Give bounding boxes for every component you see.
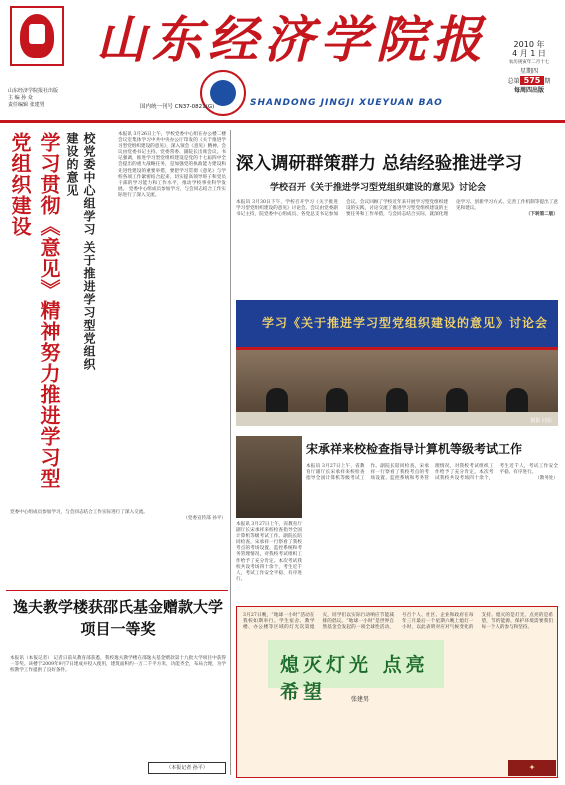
date-year: 2010 年 [513, 40, 545, 49]
issue-number: 575 [520, 76, 545, 85]
meeting-banner-text: 学习《关于推进学习型党组织建设的意见》讨论会 [262, 316, 549, 330]
left-body-tail: 党委中心组成员参加学习，与会同志结合工作实际进行了深入交流。 [10, 510, 148, 515]
essay-body: 3月27日晚，“地球一小时”活动在我校如期举行。学生宿舍、教学楼、办公楼等区域的灯光次第熄灭，同学们以实际行动响应节能减排的倡议。“地球一小时”是世界自然基金会发起的一项全球性活动，号召个人、社区、企业和政府在每年三月最后一个星期六晚上熄灯一小时，以此表明对应对气候变化的支持。熄灭的是灯光，点亮的是希望，节约能源、保护环境需要我们每一个人的参与和坚持。 [243, 613, 553, 631]
date-day: 4 月 1 日 [512, 49, 546, 58]
lunar-date: 农历庚寅年二月十七 [508, 60, 550, 65]
inspection-photo [236, 436, 302, 518]
award-body: 本报讯（本报记者） 记者日前从教育部获悉，我校逸夫教学楼在邵逸夫基金赠款第十九批大学项目中获得一等奖。该楼于2009年9月7日建成并投入使用，建筑面积约一万二千平方米，功能齐全，布局合理，为学校教学工作提供了良好条件。 [10, 656, 226, 674]
editor-label: 责任编辑 张建男 [8, 102, 45, 108]
masthead-rule [0, 120, 565, 123]
weekday: 星期四 [519, 68, 538, 75]
photo-table [236, 412, 558, 426]
left-subtitle-box [64, 132, 114, 372]
left-body-text-2: 党委中心组成员参加学习，与会同志结合工作实际进行了深入交流。 [118, 186, 226, 198]
meeting-photo [236, 350, 558, 426]
left-article-tail [10, 510, 226, 570]
column-divider [230, 130, 231, 775]
left-byline: （党委宣传部 孙平） [183, 516, 226, 522]
exam-body-left-text: 本报讯 3月27日上午，省教育厅副厅长宋承祥来校检查指导全国计算机等级考试工作。副院长陪同检查。宋承祥一行察看了我校考点的考场设置、监控系统和考务管理情况，对我校考试组织工作给予了充分肯定。本次考试我校共设考场四十余个，考生近千人，考试工作安全平稳、有序进行。 [236, 522, 302, 582]
exam-body-text: 本报讯 3月27日上午，省教育厅副厅长宋承祥来校检查指导全国计算机等级考试工作。副院长陪同检查。宋承祥一行察看了我校考点的考场设置、监控系统和考务管理情况，对我校考试组织工作给予了充分肯定。本次考试我校共设考场四十余个，考生近千人，考试工作安全平稳、有序进行。 [306, 464, 558, 482]
exam-body-left [236, 522, 302, 602]
exam-body [306, 464, 558, 600]
left-headline-box [6, 132, 62, 502]
award-credit: （本报记者 孙平） [148, 762, 226, 774]
meeting-banner [236, 300, 558, 350]
issn-label: 国内统一刊号 CN37-0821(G) [140, 104, 215, 110]
issue-line [498, 76, 560, 86]
award-headline: 逸夫教学楼获邵氏基金赠款大学项目一等奖 [12, 598, 223, 638]
main-headline: 深入调研群策群力 总结经验推进学习 [236, 154, 523, 174]
masthead-info [8, 88, 88, 109]
issue-suffix: 期 [544, 78, 551, 85]
main-subhead: 学校召开《关于推进学习型党组织建设的意见》讨论会 [270, 183, 487, 193]
essay-callout-text: 熄灭灯光 点亮希望 [280, 654, 429, 703]
school-logo [10, 6, 64, 66]
exam-headline: 宋承祥来校检查指导计算机等级考试工作 [306, 442, 523, 456]
exam-byline: （教务处） [535, 476, 558, 482]
masthead-pinyin: SHANDONG JINGJI XUEYUAN BAO [250, 98, 443, 108]
main-article-body [236, 200, 558, 296]
left-headline: 学习贯彻《意见》精神努力推进学习型党组织建设 [8, 132, 61, 489]
left-subtitle: 校党委中心组学习 关于推进学习型党组织建设的意见 [65, 132, 96, 372]
main-continued: （下转第二版） [525, 212, 558, 218]
left-body-text: 本报讯 3月26日上午，学校党委中心组在办公楼二楼会议室集体学习中共中央办公厅印发的《关于推进学习型党组织建设的意见》，深入领会《意见》精神。会议由党委书记主持。党委常委、副院长出席会议。书记强调，推进学习型党组织建设是党的十七届四中全会提出的重大战略任务，是加强党的执政能力建设和先进性建设的重要举措，要把学习贯彻《意见》与学校各项工作紧密结合起来，切实提高领导班子和党员干部的学习能力和工作水平，推动学校事业科学发展。 [118, 132, 226, 192]
main-body-text: 本报讯 3月30日下午，学校召开学习《关于推进学习型党组织建设的意见》讨论会。会议由党委副书记主持，院党委中心组成员、各党总支书记参加会议。会议回顾了学校近年来开展学习型党组织建设的实践，讨论交流了推进学习型党组织建设的主要任务和工作举措，与会同志结合实际，就深化理论学习、创新学习方式、完善工作机制等提出了意见和建议。 [236, 200, 558, 218]
divider [6, 590, 228, 591]
date-box [498, 40, 560, 118]
edition-label: 每周四出版 [513, 87, 544, 94]
corner-stamp: ✦ [508, 760, 556, 776]
masthead-title: 山东经济学院报 [96, 10, 488, 69]
publisher-label: 山东经济学院报社出版 [8, 88, 59, 94]
left-article-body [118, 132, 226, 572]
issue-prefix: 总第 [507, 78, 520, 85]
sponsor-label: 主 编 孙 众 [8, 95, 33, 101]
photo-credit: 摄影 问东 [530, 418, 552, 424]
essay-author: 张建男 [350, 696, 369, 703]
